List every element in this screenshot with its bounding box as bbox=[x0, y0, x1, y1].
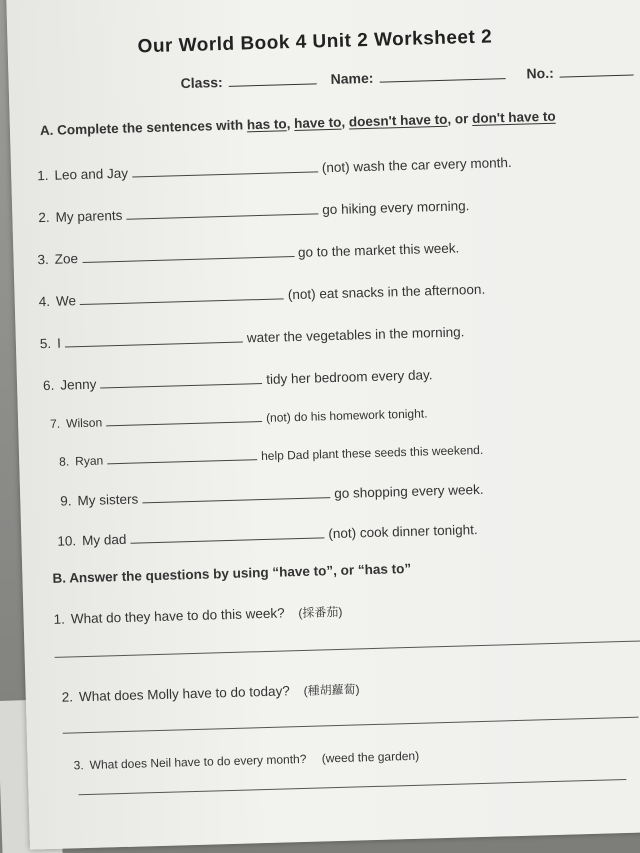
option-dont-have-to: don't have to bbox=[471, 108, 556, 127]
question-number: 9. bbox=[60, 493, 72, 509]
worksheet-paper bbox=[6, 0, 640, 850]
separator: , bbox=[286, 116, 295, 132]
question-b-1 bbox=[53, 603, 342, 628]
option-have-to: have to bbox=[293, 114, 342, 132]
answer-line-b-1[interactable] bbox=[55, 640, 640, 657]
question-subject: My dad bbox=[81, 531, 127, 549]
question-text: What does Neil have to do every month? bbox=[89, 751, 307, 772]
name-label: Name: bbox=[330, 69, 374, 87]
question-hint: (採番茄) bbox=[298, 604, 343, 621]
option-has-to: has to bbox=[246, 116, 287, 133]
question-number: 3. bbox=[37, 251, 50, 268]
question-rest: go shopping every week. bbox=[333, 481, 484, 502]
question-subject: I bbox=[56, 335, 62, 351]
question-hint: (種胡蘿蔔) bbox=[303, 682, 360, 698]
question-rest: tidy her bedroom every day. bbox=[266, 367, 433, 387]
question-rest: (not) wash the car every month. bbox=[321, 154, 512, 176]
section-b-instruction: B. Answer the questions by using “have to”, or “has to” bbox=[52, 560, 412, 586]
question-subject: We bbox=[55, 293, 77, 309]
question-text: What do they have to do this week? bbox=[70, 605, 285, 627]
question-a-7 bbox=[50, 404, 428, 431]
separator: , bbox=[341, 114, 350, 130]
question-subject: My sisters bbox=[77, 491, 139, 509]
number-blank[interactable] bbox=[559, 61, 633, 78]
number-field bbox=[526, 61, 634, 82]
question-number: 7. bbox=[49, 416, 61, 431]
answer-blank[interactable] bbox=[106, 409, 262, 426]
separator: , or bbox=[447, 111, 473, 127]
answer-blank[interactable] bbox=[80, 286, 284, 305]
question-number: 10. bbox=[57, 533, 77, 549]
question-subject: My parents bbox=[55, 207, 123, 225]
question-number: 5. bbox=[39, 335, 52, 352]
question-number: 2. bbox=[38, 209, 50, 226]
answer-blank[interactable] bbox=[132, 159, 318, 177]
question-number: 3. bbox=[73, 758, 84, 773]
answer-blank[interactable] bbox=[130, 525, 324, 543]
question-rest: go to the market this week. bbox=[297, 240, 460, 260]
question-text: What does Molly have to do today? bbox=[78, 683, 291, 705]
question-rest: help Dad plant these seeds this weekend. bbox=[260, 442, 484, 464]
question-number: 8. bbox=[58, 454, 70, 469]
section-a-instruction bbox=[40, 109, 556, 138]
question-a-9 bbox=[60, 481, 484, 509]
question-number: 1. bbox=[36, 167, 49, 184]
question-subject: Jenny bbox=[60, 376, 97, 393]
question-number: 6. bbox=[42, 377, 55, 394]
answer-blank[interactable] bbox=[107, 447, 257, 464]
answer-blank[interactable] bbox=[82, 244, 294, 263]
answer-blank[interactable] bbox=[126, 201, 318, 219]
question-a-2 bbox=[38, 197, 469, 225]
answer-blank[interactable] bbox=[142, 485, 330, 503]
question-subject: Ryan bbox=[75, 453, 104, 469]
answer-line-b-3[interactable] bbox=[78, 779, 626, 795]
answer-blank[interactable] bbox=[100, 371, 262, 389]
class-blank[interactable] bbox=[228, 69, 316, 86]
name-field bbox=[330, 64, 505, 87]
question-a-10 bbox=[57, 521, 478, 549]
question-a-5 bbox=[40, 323, 465, 351]
question-rest: (not) cook dinner tonight. bbox=[328, 522, 478, 542]
section-a-prefix: A. Complete the sentences with bbox=[39, 117, 248, 139]
worksheet-title: Our World Book 4 Unit 2 Worksheet 2 bbox=[137, 26, 493, 58]
number-label: No.: bbox=[526, 64, 554, 82]
question-a-1 bbox=[37, 154, 512, 183]
question-b-2 bbox=[62, 680, 360, 705]
question-number: 2. bbox=[61, 689, 74, 705]
answer-blank[interactable] bbox=[65, 330, 243, 348]
question-a-3 bbox=[37, 239, 459, 267]
class-label: Class: bbox=[180, 73, 223, 92]
question-subject: Leo and Jay bbox=[54, 165, 129, 183]
answer-line-b-2[interactable] bbox=[63, 717, 639, 734]
option-doesnt-have-to: doesn't have to bbox=[348, 111, 448, 130]
question-rest: (not) eat snacks in the afternoon. bbox=[287, 281, 486, 303]
question-a-8 bbox=[59, 441, 483, 469]
question-a-6 bbox=[43, 366, 433, 393]
question-subject: Wilson bbox=[65, 415, 103, 431]
class-field bbox=[180, 69, 316, 91]
question-hint: (weed the garden) bbox=[321, 748, 420, 766]
question-rest: water the vegetables in the morning. bbox=[246, 324, 465, 346]
name-blank[interactable] bbox=[379, 64, 505, 83]
question-subject: Zoe bbox=[54, 251, 79, 267]
question-number: 1. bbox=[53, 611, 66, 627]
question-rest: (not) do his homework tonight. bbox=[265, 406, 428, 425]
question-b-3 bbox=[73, 749, 419, 773]
question-rest: go hiking every morning. bbox=[322, 198, 470, 218]
question-number: 4. bbox=[38, 293, 51, 310]
question-a-4 bbox=[38, 281, 485, 309]
